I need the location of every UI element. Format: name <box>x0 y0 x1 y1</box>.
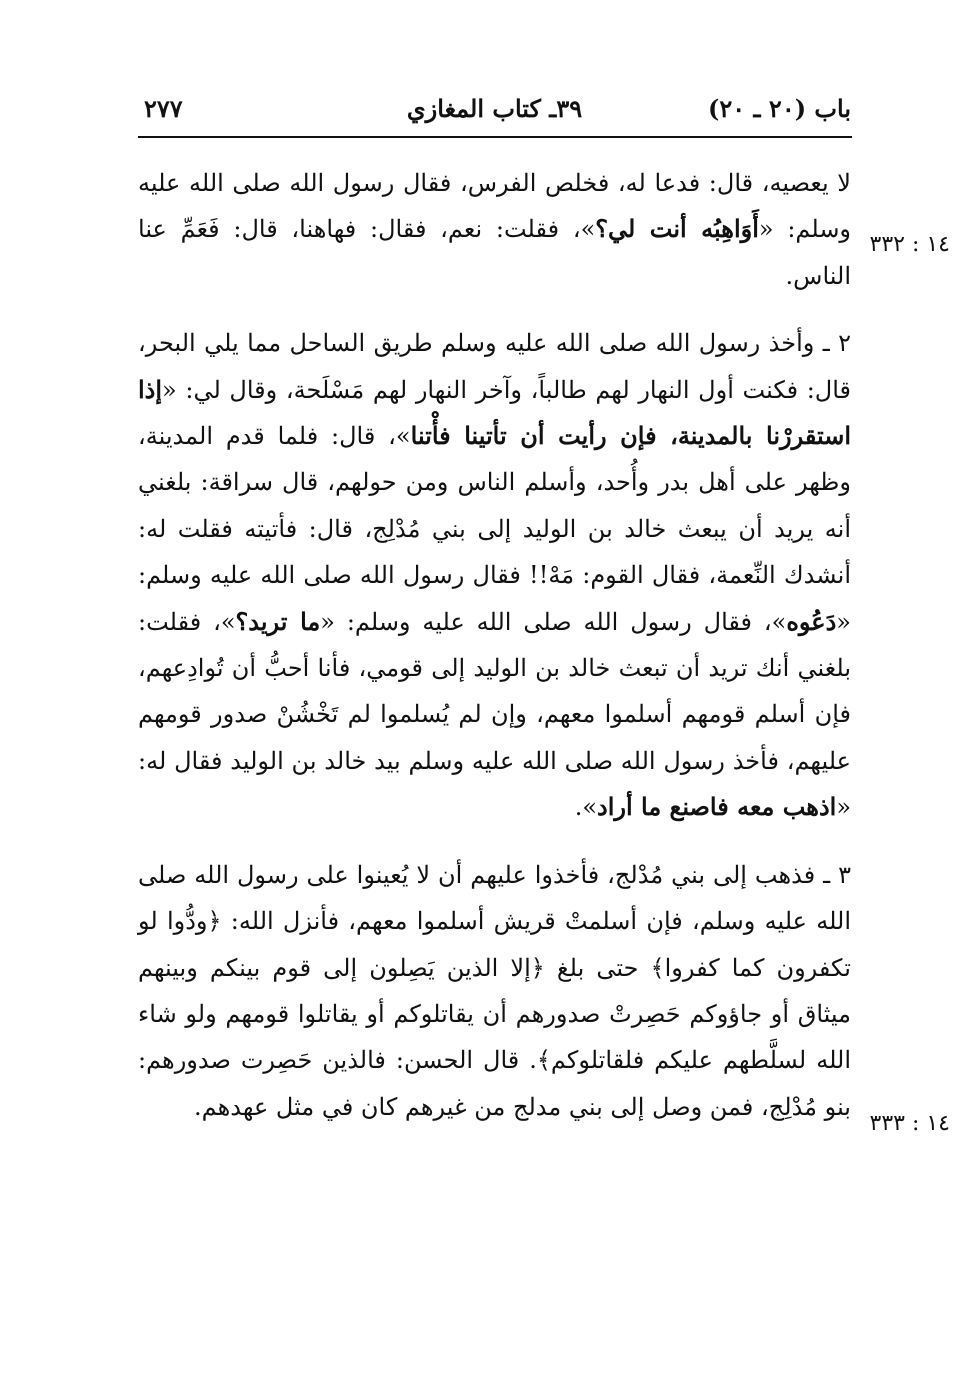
page-number: ٢٧٧ <box>144 94 183 123</box>
paragraph-2-quote-3: ما تريد؟ <box>235 606 321 636</box>
paragraph-2-text-c: »، فقال رسول الله صلى الله عليه وسلم: « <box>320 607 787 636</box>
paragraph-1 <box>138 160 851 299</box>
paragraph-1-text-a: لا يعصيه، قال: فدعا له، فخلص الفرس، فقال رسول الله صلى الله عليه وسلم: « <box>138 169 852 244</box>
paragraph-2-text-e: ». <box>574 793 598 822</box>
header-rule <box>138 136 852 138</box>
page-header <box>138 92 851 132</box>
paragraph-2-quote-4: اذهب معه فاصنع ما أراد <box>597 792 837 822</box>
paragraph-1-text-b: »، فقلت: نعم، فقال: فهاهنا، قال: فَعَمِّ عنا الناس. <box>138 215 851 290</box>
book-title: ٣٩ـ كتاب المغازي <box>406 94 583 123</box>
paragraph-2-text-b: »، قال: فلما قدم المدينة، وظهر على أهل بدر وأُحد، وأسلم الناس ومن حولهم، قال سراقة: بلغني أنه يريد أن يبعث خالد بن الوليد إلى بني مُدْلِج، قال: فأتيته فقلت له: أنشدك النِّعمة، فقال القوم: مَهْ!! فقال رسول الله صلى الله عليه وسلم: « <box>138 422 852 636</box>
paragraph-2-quote-2: دَعُوه <box>786 606 837 636</box>
paragraph-3 <box>138 852 851 1130</box>
main-text <box>138 160 851 1130</box>
margin-note-332: ١٤ : ٣٣٢ <box>869 232 950 257</box>
paragraph-3-text: ٣ ـ فذهب إلى بني مُدْلج، فأخذوا عليهم أن لا يُعينوا على رسول الله صلى الله عليه وسلم، فإن أسلمتْ قريش أسلموا معهم، فأنزل الله: ﴿ودُّوا لو تكفرون كما كفروا﴾ حتى بلغ ﴿إلا الذين يَصِلون إلى قوم بينكم وبينهم ميثاق أو جاؤوكم حَصِرتْ صدورهم أن يقاتلوكم أو يقاتلوا قومهم ولو شاء الله لسلَّطهم عليكم فلقاتلوكم﴾. قال الحسن: فالذين حَصِرت صدورهم: بنو مُدْلِج، فمن وصل إلى بني مدلج من غيرهم كان في مثل عهدهم. <box>138 860 851 1121</box>
paragraph-2-quote-1: إذا استقررْنا بالمدينة، فإن رأيت أن تأتينا فأْتنا <box>138 374 852 451</box>
paragraph-2-text-a: ٢ ـ وأخذ رسول الله صلى الله عليه وسلم طريق الساحل مما يلي البحر، قال: فكنت أول النهار لهم طالباً، وآخر النهار لهم مَسْلَحة، وقال لي: « <box>138 329 851 404</box>
chapter-reference: باب (٢٠ ـ ٢٠) <box>708 94 851 123</box>
margin-note-333: ١٤ : ٣٣٣ <box>869 1111 950 1136</box>
paragraph-2 <box>138 320 851 830</box>
paragraph-2-text-d: »، فقلت: بلغني أنك تريد أن تبعث خالد بن الوليد إلى قومي، فأنا أحبُّ أن تُوادِعهم، فإن أسلم قومهم أسلموا معهم، وإن لم يُسلموا لم تَخْشُنْ صدور قومهم عليهم، فأخذ رسول الله صلى الله عليه وسلم بيد خالد بن الوليد فقال له: « <box>138 607 852 822</box>
paragraph-1-hadith-quote: أَوَاهِبُه أنت لي؟ <box>595 214 759 244</box>
